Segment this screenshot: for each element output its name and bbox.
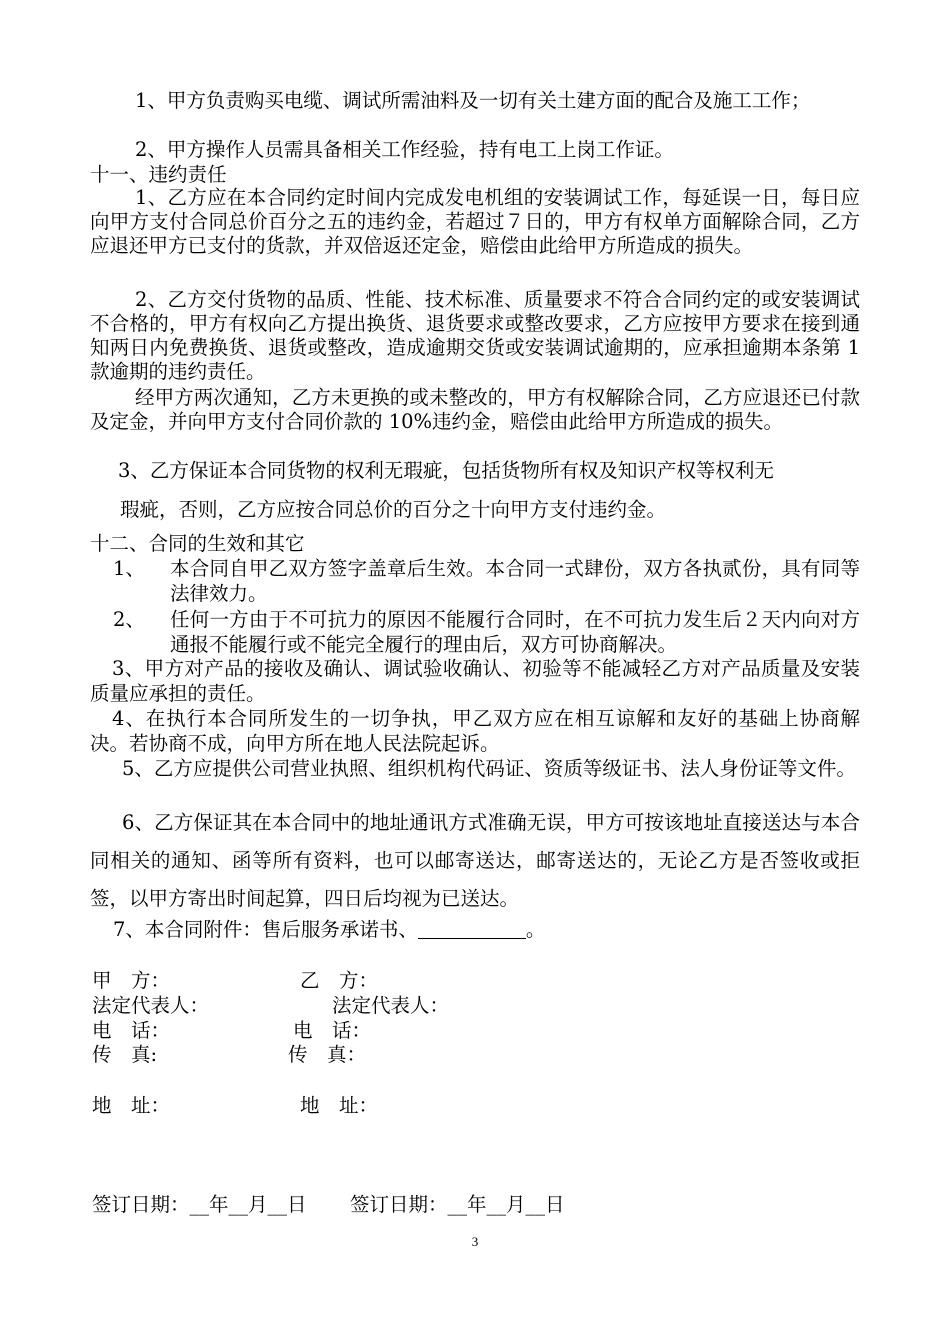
paragraph: 瑕疵，否则，乙方应按合同总价的百分之十向甲方支付违约金。	[120, 498, 667, 521]
attachment-line	[113, 917, 860, 942]
paragraph: 1、甲方负责购买电缆、调试所需油料及一切有关土建方面的配合及施工工作；	[135, 89, 811, 112]
page-number: 3	[471, 1234, 479, 1249]
party-a-label: 甲 方：	[92, 969, 171, 992]
list-item: 本合同自甲乙双方签字盖章后生效。本合同一式肆份，双方各执贰份，具有同等法律效力。	[170, 557, 860, 605]
date-b-label: 签订日期：__年__月__日	[350, 1193, 565, 1216]
rep-b-label: 法定代表人：	[332, 994, 450, 1017]
date-a-label: 签订日期：__年__月__日	[92, 1193, 307, 1216]
addr-a-label: 地 址：	[92, 1094, 171, 1117]
party-b-label: 乙 方：	[300, 969, 379, 992]
addr-b-label: 地 址：	[300, 1094, 379, 1117]
list-number: 1、	[113, 557, 145, 580]
paragraph: 2、甲方操作人员需具备相关工作经验，持有电工上岗工作证。	[135, 138, 674, 161]
paragraph: 6、乙方保证其在本合同中的地址通讯方式准确无误，甲方可按该地址直接送达与本合同相关的通知、函等所有资料，也可以邮寄送达，邮寄送达的，无论乙方是否签收或拒签，以甲方寄出时间起算，四日后均视为已送达。	[90, 811, 860, 910]
attachment-text: 7、本合同附件：售后服务承诺书、	[113, 918, 418, 941]
section-heading: 十一、违约责任	[90, 163, 227, 186]
paragraph: 经甲方两次通知，乙方未更换的或未整改的，甲方有权解除合同，乙方应退还已付款及定金，并向甲方支付合同价款的 10%违约金，赔偿由此给甲方所造成的损失。	[90, 386, 860, 433]
fax-b-label: 传 真：	[288, 1043, 367, 1066]
paragraph: 5、乙方应提供公司营业执照、组织机构代码证、资质等级证书、法人身份证等文件。	[122, 757, 856, 780]
paragraph: 4、在执行本合同所发生的一切争执，甲乙双方应在相互谅解和友好的基础上协商解决。若协商不成，向甲方所在地人民法院起诉。	[90, 707, 860, 755]
paragraph: 3、乙方保证本合同货物的权利无瑕疵，包括货物所有权及知识产权等权利无	[118, 459, 774, 482]
list-number: 2、	[113, 608, 145, 631]
list-item: 任何一方由于不可抗力的原因不能履行合同时，在不可抗力发生后２天内向对方通报不能履行或不能完全履行的理由后，双方可协商解决。	[170, 608, 860, 656]
attachment-end: 。	[525, 918, 546, 941]
fax-a-label: 传 真:	[92, 1043, 158, 1066]
paragraph: 3、甲方对产品的接收及确认、调试验收确认、初验等不能减轻乙方对产品质量及安装质量应承担的责任。	[90, 657, 860, 705]
paragraph: 1、乙方应在本合同约定时间内完成发电机组的安装调试工作，每延误一日，每日应向甲方支付合同总价百分之五的违约金，若超过７日的，甲方有权单方面解除合同，乙方应退还甲方已支付的货款，并双倍返还定金，赔偿由此给甲方所造成的损失。	[90, 186, 860, 257]
section-heading: 十二、合同的生效和其它	[90, 532, 305, 555]
tel-a-label: 电 话：	[92, 1019, 171, 1042]
tel-b-label: 电 话：	[293, 1019, 372, 1042]
attachment-blank[interactable]	[418, 918, 526, 939]
paragraph: 2、乙方交付货物的品质、性能、技术标准、质量要求不符合合同约定的或安装调试不合格的，甲方有权向乙方提出换货、退货要求或整改要求，乙方应按甲方要求在接到通知两日内免费换货、退货或整改，造成逾期交货或安装调试逾期的，应承担逾期本条第 1 款逾期的违约责任。	[90, 288, 860, 383]
rep-a-label: 法定代表人：	[92, 994, 210, 1017]
